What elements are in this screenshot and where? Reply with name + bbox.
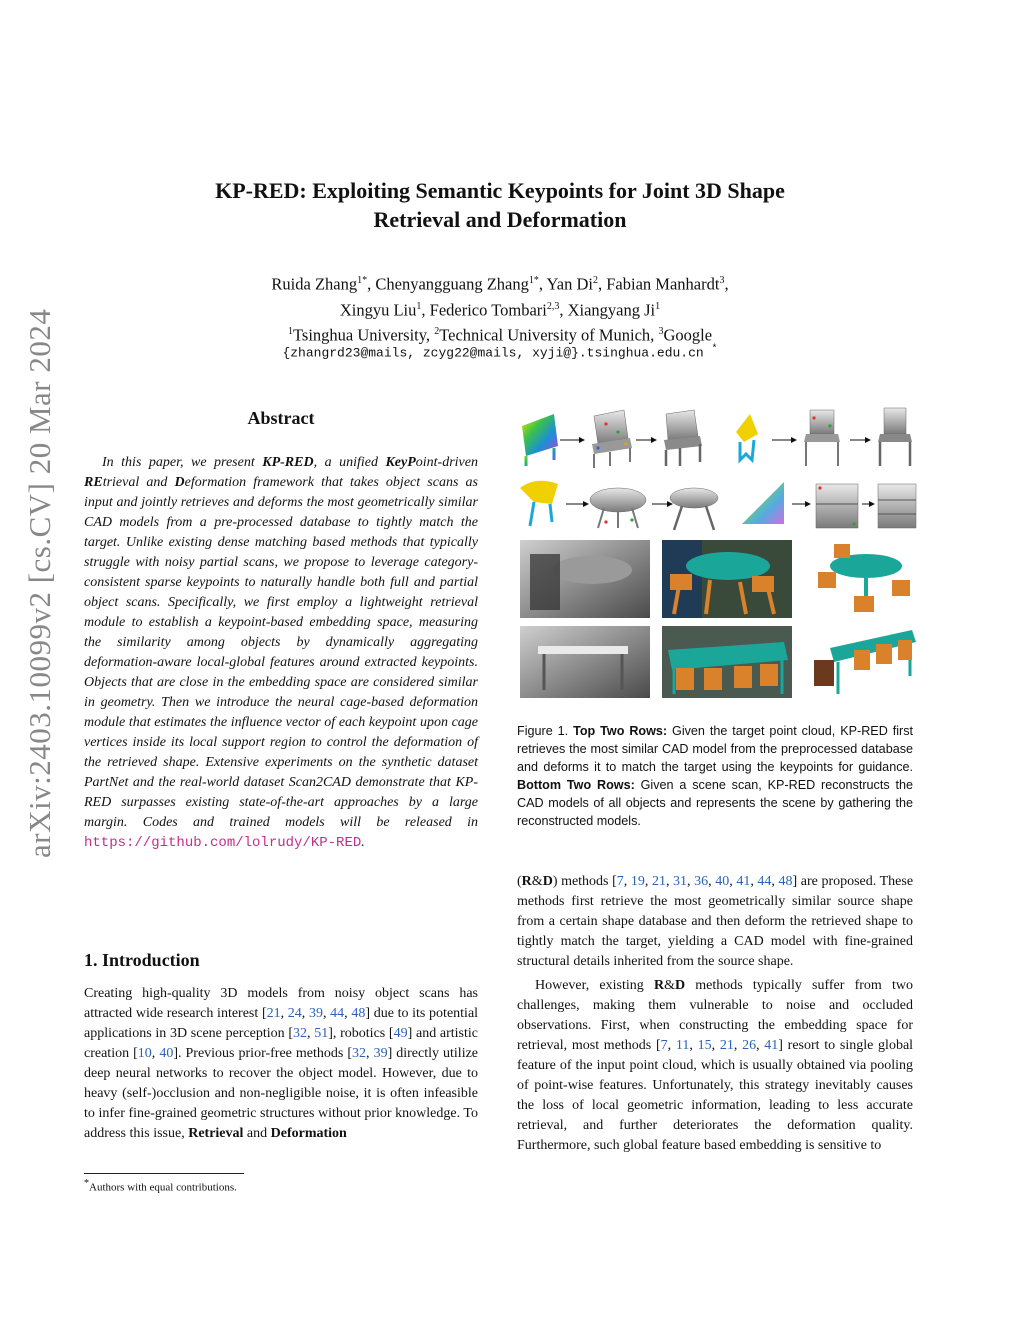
citation-link[interactable]: 40 [159, 1046, 174, 1061]
paper-title [120, 176, 880, 234]
author-emails: {zhangrd23@mails, zcyg22@mails, xyji@}.tsinghua.edu.cn * [282, 344, 718, 361]
code-link[interactable]: https://github.com/lolrudy/KP-RED [84, 835, 362, 851]
citation-link[interactable]: 49 [393, 1026, 408, 1041]
citation-link[interactable]: 21 [266, 1006, 281, 1021]
citation-link[interactable]: 32 [352, 1046, 367, 1061]
citation-link[interactable]: 48 [778, 874, 793, 889]
citation-link[interactable]: 48 [351, 1006, 366, 1021]
authors-line-1: Ruida Zhang$^{1*}$, Chenyangguang Zhang$^{1*}$, Yan Di$^2$, Fabian Manhardt$^3$, [271, 274, 729, 294]
authors-line-2: Xingyu Liu$^1$, Federico Tombari$^{2,3}$, Xiangyang Ji$^1$ [339, 300, 661, 319]
citation-link[interactable]: 39 [373, 1046, 388, 1061]
footnote: *Authors with equal contributions. [84, 1178, 237, 1194]
abstract-text: In this paper, we present KP-RED, a unified KeyPoint-driven REtrieval and Deformation framework that takes object scans as input and jointly retrieves and deforms the most geometrically similar CAD models from a pre-processed database to tightly match the target. Unlike existing dense matching based methods that typically struggle with noisy partial scans, we propose to leverage category-consistent sparse keypoints to naturally handle both full and partial object scans. Specifically, we first employ a lightweight retrieval module to establish a keypoint-based embedding space, measuring the similarity among objects by dynamically aggregating deformation-aware local-global features around extracted keypoints. Objects that are close in the embedding space are considered similar in geometry. Then we introduce the neural cage-based deformation module that estimates the influence vector of each keypoint upon cage vertices inside its local support region to control the deformation of the retrieved shape. Extensive experiments on the synthetic dataset PartNet and the real-world dataset Scan2CAD demonstrate that KP-RED surpasses existing state-of-the-art approaches by a large margin. Codes and trained models will be released in https://github.com/lolrudy/KP-RED. [84, 455, 478, 851]
figure-1-caption: Figure 1. Top Two Rows: Given the target point cloud, KP-RED first retrieves the most similar CAD model from the preprocessed database and deforms it to match the target using the keypoints for guidance. Bottom Two Rows: Given a scene scan, KP-RED reconstructs the CAD models of all objects and represents the scene by gathering the reconstructed models. [517, 724, 914, 828]
citation-link[interactable]: 10 [137, 1046, 152, 1061]
citation-link[interactable]: 11 [675, 1038, 690, 1053]
citation-link[interactable]: 24 [287, 1006, 302, 1021]
row2-cabinet [742, 482, 916, 528]
citation-link[interactable]: 7 [616, 874, 624, 889]
row2-table [520, 481, 718, 530]
author-block [120, 270, 880, 347]
title-line-2: Retrieval and Deformation [373, 207, 627, 232]
citation-link[interactable]: 32 [293, 1026, 308, 1041]
citation-link[interactable]: 51 [314, 1026, 329, 1041]
intro-text: Creating high-quality 3D models from noisy object scans has attracted wide research interest [21, 24, 39, 44, 48] due to its potential applications in 3D scene perception [32, 51], robotics [49] and artistic creation [10, 40]. Previous prior-free methods [32, 39] directly utilize deep neural networks to recover the object model. However, due to heavy (self-)occlusion and non-negligible noise, it is often infeasible to infer fine-grained geometric structures without prior knowledge. To address this issue, Retrieval and Deformation [84, 986, 479, 1141]
intro-heading: 1. Introduction [84, 950, 200, 970]
citation-link[interactable]: 21 [651, 874, 666, 889]
figure-1-graphic [514, 404, 918, 700]
citation-link[interactable]: 26 [742, 1038, 757, 1053]
citation-link[interactable]: 40 [715, 874, 730, 889]
row1-chair-b [736, 408, 912, 466]
footnote-rule [84, 1173, 244, 1174]
row4-scene [520, 626, 916, 698]
citation-link[interactable]: 21 [719, 1038, 734, 1053]
arxiv-sidebar-id: arXiv:2403.10099v2 [cs.CV] 20 Mar 2024 [22, 308, 57, 858]
affiliations: $^1$Tsinghua University, $^2$Technical University of Munich, $^3$Google [287, 325, 713, 345]
citation-link[interactable]: 41 [764, 1038, 779, 1053]
citation-link[interactable]: 36 [694, 874, 709, 889]
citation-link[interactable]: 44 [757, 874, 772, 889]
right-col-paragraph-1: (R&D) methods [7, 19, 21, 31, 36, 40, 41, 44, 48] are proposed. These methods first retrieve the most geometrically similar source shape from a certain shape database and then deform the retrieved shape to tightly match the target, yielding a CAD model with fine-grained structural details inherited from the source shape. [517, 874, 914, 969]
right-column-text [517, 872, 913, 1156]
citation-link[interactable]: 31 [673, 874, 688, 889]
citation-link[interactable]: 39 [308, 1006, 323, 1021]
citation-link[interactable]: 15 [697, 1038, 712, 1053]
citation-link[interactable]: 7 [660, 1038, 668, 1053]
title-line-1: KP-RED: Exploiting Semantic Keypoints for Joint 3D Shape [215, 178, 785, 203]
row3-scene [520, 540, 910, 618]
citation-link[interactable]: 19 [630, 874, 645, 889]
row1-chair-a [522, 410, 702, 468]
abstract-heading: Abstract [247, 408, 315, 428]
figure-1 [514, 404, 918, 700]
citation-link[interactable]: 44 [330, 1006, 345, 1021]
right-col-paragraph-2: However, existing R&D methods typically suffer from two challenges, making them vulnerable to noise and occluded observations. First, when constructing the embedding space for retrieval, most methods [7, 11, 15, 21, 26, 41] resort to single global feature of the input point cloud, which is usually obtained via pooling of point-wise features. Unfortunately, this strategy inevitably causes the loss of local geometric information, leading to less accurate retrieval, and further deteriorates the deformation quality. Furthermore, such global feature based embedding is sensitive to [517, 978, 914, 1153]
citation-link[interactable]: 41 [736, 874, 751, 889]
